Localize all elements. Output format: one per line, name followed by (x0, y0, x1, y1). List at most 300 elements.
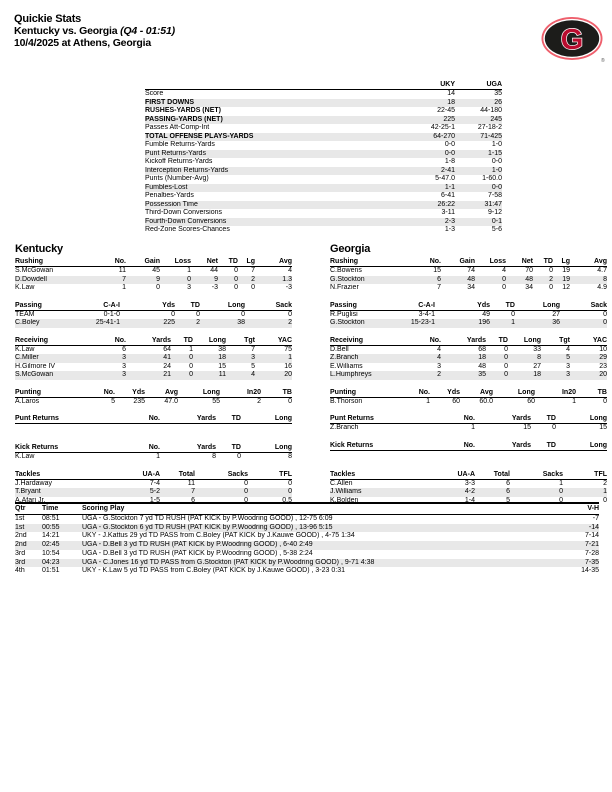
cell: 0 (603, 319, 607, 326)
cell: 1-8 (444, 158, 455, 165)
column-header: Tackles (330, 470, 425, 480)
column-header: No. (110, 414, 160, 424)
cell: L.Humphreys (330, 371, 372, 378)
column-header: TD (218, 257, 238, 267)
cell: 9 (214, 275, 218, 283)
column-header: Long (178, 388, 220, 398)
column-header: Yards (475, 414, 531, 424)
cell: 2-41 (440, 166, 455, 174)
georgia-rushing-table (330, 257, 607, 293)
table-row (145, 99, 502, 108)
cell: Score (145, 90, 164, 97)
cell: 0 (234, 275, 238, 283)
cell: Fumble Returns-Yards (145, 141, 215, 148)
cell: E.Williams (330, 362, 363, 370)
column-header: Time (42, 503, 82, 515)
cell: 7-21 (584, 541, 599, 549)
cell: 3 (251, 354, 255, 361)
column-header: Avg (255, 257, 292, 267)
cell: 7 (437, 284, 441, 291)
cell: 31:47 (484, 200, 502, 208)
cell: 60 (452, 397, 460, 405)
table-row (145, 175, 502, 184)
cell: 0-0 (491, 183, 502, 191)
cell: 7-35 (584, 558, 599, 566)
cell: J.Williams (330, 488, 362, 495)
column-header: TD (216, 414, 241, 424)
georgia-receiving-table (330, 336, 607, 380)
cell: 4.9 (597, 284, 607, 291)
table-row (145, 124, 502, 133)
column-header: No. (418, 257, 441, 267)
cell: Interception Returns-Yards (145, 166, 229, 174)
cell: 1 (189, 345, 193, 353)
cell: 7-4 (149, 479, 160, 487)
cell: 38 (218, 345, 226, 353)
cell: 74 (467, 267, 475, 274)
cell: 4-2 (464, 488, 475, 495)
georgia-heading: Georgia (330, 243, 371, 255)
cell: 3 (566, 362, 570, 370)
cell: 48 (467, 275, 475, 283)
table-header-row (15, 503, 599, 515)
page-title: Quickie Stats (14, 13, 82, 25)
table-row (15, 397, 292, 406)
cell: 26 (494, 98, 502, 106)
column-header: Total (475, 470, 510, 480)
cell: 5-6 (491, 226, 502, 233)
cell: 20 (284, 371, 292, 378)
cell: 11 (218, 371, 226, 378)
column-header: Passing (330, 301, 385, 311)
cell: UGA - D.Bell 3 yd TD RUSH (PAT KICK by P.Woodring GOOD) , 6-40 2:49 (82, 541, 313, 549)
georgia-passing-table (330, 301, 607, 328)
column-header: YAC (255, 336, 292, 346)
cell: 245 (490, 115, 502, 123)
column-header: Tgt (541, 336, 570, 346)
cell: 3-3 (464, 479, 475, 487)
table-row (330, 371, 607, 380)
cell: 3rd (15, 549, 26, 557)
cell: 1-0 (491, 141, 502, 148)
column-header: In20 (535, 388, 576, 398)
column-header: Yds (430, 388, 460, 398)
cell: 5 (566, 354, 570, 361)
cell: 6 (122, 345, 126, 353)
kentucky-punt-returns-table (15, 414, 292, 424)
cell: 225 (163, 319, 175, 326)
column-header: Avg (460, 388, 493, 398)
cell: 1 (511, 319, 515, 326)
cell: 02:45 (42, 541, 60, 549)
cell: UKY - K.Law 5 yd TD PASS from C.Boley (PAT KICK by J.Kauwe GOOD) , 3-23 0:31 (82, 567, 345, 575)
cell: 1-60.0 (482, 175, 502, 182)
cell: 0.5 (282, 496, 292, 504)
column-header: Long (200, 301, 245, 311)
table-row (145, 192, 502, 201)
cell: 0 (189, 354, 193, 361)
cell: C.Allen (330, 479, 353, 487)
cell: 34 (525, 284, 533, 291)
cell: 0 (511, 310, 515, 318)
cell: 0 (187, 275, 191, 283)
table-header-row (15, 388, 292, 398)
column-header: TFL (563, 470, 607, 480)
cell: 1 (603, 488, 607, 495)
cell: 11 (118, 267, 126, 274)
column-header: Long (493, 388, 535, 398)
cell: 0 (288, 479, 292, 487)
column-header: Long (241, 443, 292, 453)
cell: 34 (467, 284, 475, 291)
cell: 7-28 (584, 549, 599, 557)
cell: 0 (288, 488, 292, 495)
column-header: Gain (126, 257, 160, 267)
cell: 7 (122, 275, 126, 283)
column-header: C-A-I (70, 301, 120, 311)
kentucky-heading: Kentucky (15, 243, 63, 255)
cell: 14 (447, 90, 455, 97)
cell: 2 (288, 319, 292, 326)
table-row (145, 150, 502, 159)
cell: Penalties-Yards (145, 192, 194, 199)
cell: 0 (288, 397, 292, 405)
column-header: TB (261, 388, 292, 398)
cell: G.Stockton (330, 275, 365, 283)
table-row (330, 363, 607, 372)
cell: 2 (251, 275, 255, 283)
table-row (15, 354, 292, 363)
cell: 0 (504, 345, 508, 353)
column-header: Yds (435, 301, 490, 311)
cell: Fourth-Down Conversions (145, 217, 227, 225)
cell: Z.Branch (330, 424, 359, 431)
column-header: Receiving (15, 336, 85, 346)
table-row (330, 345, 607, 354)
column-header: UGA (455, 80, 502, 90)
team-columns (15, 243, 609, 513)
column-header: Receiving (330, 336, 400, 346)
cell: 11 (187, 479, 195, 487)
cell: 7-58 (487, 192, 502, 199)
cell: 0-0 (491, 158, 502, 165)
cell: 26:22 (437, 200, 455, 208)
column-header: Net (506, 257, 533, 267)
cell: 15-23-1 (410, 319, 435, 326)
matchup-text: Kentucky vs. Georgia (14, 25, 121, 37)
cell: 2 (437, 371, 441, 378)
table-row (145, 218, 502, 227)
cell: 4 (251, 371, 255, 378)
cell: 33 (533, 345, 541, 353)
matchup-line (14, 25, 175, 37)
table-row (330, 267, 607, 276)
cell: 10:54 (42, 549, 60, 557)
cell: 0-0 (444, 141, 455, 148)
cell: 01:51 (42, 567, 60, 575)
table-header-row (15, 336, 292, 346)
cell: N.Frazier (330, 284, 359, 291)
column-header: No. (425, 414, 475, 424)
cell: 7-14 (584, 532, 599, 540)
cell: 3 (437, 362, 441, 370)
cell: 8 (603, 275, 607, 283)
table-row (145, 226, 502, 235)
table-row (145, 167, 502, 176)
table-row (145, 116, 502, 125)
cell: 0 (196, 310, 200, 318)
cell: 15 (218, 362, 226, 370)
cell: UGA - C.Jones 16 yd TD PASS from G.Stockton (PAT KICK by P.Woodring GOOD) , 9-71 4:38 (82, 558, 375, 566)
column-header: TD (531, 441, 556, 451)
cell: 16 (284, 362, 292, 370)
cell: 9-12 (487, 209, 502, 216)
cell: 6 (191, 496, 195, 504)
table-row (15, 541, 599, 550)
cell: 235 (133, 397, 145, 405)
cell: 75 (284, 345, 292, 353)
georgia-logo-icon (541, 16, 605, 64)
cell: RUSHES-YARDS (NET) (145, 107, 221, 114)
column-header: TD (490, 301, 515, 311)
cell: 14-35 (581, 567, 599, 575)
table-row (15, 479, 292, 488)
cell: 0 (603, 496, 607, 504)
team-stats-table (145, 80, 502, 235)
cell: 22-45 (437, 107, 455, 114)
cell: 9 (156, 275, 160, 283)
cell: 27 (533, 362, 541, 370)
cell: 44 (210, 267, 218, 274)
cell: 1-15 (487, 149, 502, 157)
cell: 8 (537, 354, 541, 361)
cell: 5 (111, 397, 115, 405)
table-row (15, 532, 599, 541)
cell: 1-1 (444, 183, 455, 191)
cell: 1st (15, 523, 25, 531)
cell: 1st (15, 515, 25, 522)
cell: 0 (504, 362, 508, 370)
cell: 18 (447, 98, 455, 106)
cell: 3 (122, 371, 126, 378)
table-header-row (15, 301, 292, 311)
table-header-row (330, 336, 607, 346)
logo-g-letter: G (560, 24, 584, 56)
cell: -14 (588, 523, 599, 531)
cell: 4th (15, 567, 25, 575)
cell: 5-2 (149, 488, 160, 495)
cell: 0 (241, 310, 245, 318)
cell: 0-1-0 (103, 310, 120, 318)
cell: 0 (251, 284, 255, 291)
cell: 24 (163, 362, 171, 370)
cell: 08:51 (42, 515, 60, 522)
cell: Fumbles-Lost (145, 183, 188, 191)
cell: 4 (288, 267, 292, 274)
cell: 29 (599, 354, 607, 361)
cell: 0 (552, 424, 556, 431)
cell: Red-Zone Scores-Chances (145, 226, 230, 233)
cell: 10 (599, 345, 607, 353)
column-header: Tackles (15, 470, 110, 480)
cell: UGA - D.Bell 3 yd TD RUSH (PAT KICK by P.Woodring GOOD) , 5-38 2:24 (82, 549, 313, 557)
cell: Punts (Number-Avg) (145, 175, 209, 182)
cell: 1 (559, 479, 563, 487)
cell: 35 (494, 90, 502, 97)
cell: 3 (122, 354, 126, 361)
cell: 15 (433, 267, 441, 274)
cell: 2-3 (444, 217, 455, 225)
column-header: Lg (553, 257, 570, 267)
cell: 4 (502, 267, 506, 274)
cell: R.Puglisi (330, 310, 358, 318)
column-header: Tgt (226, 336, 255, 346)
cell: 25-41-1 (95, 319, 120, 326)
table-row (145, 209, 502, 218)
column-header: Long (508, 336, 541, 346)
cell: S.McGowan (15, 267, 54, 274)
cell: 1 (572, 397, 576, 405)
georgia-column (330, 243, 607, 513)
cell: 2 (257, 397, 261, 405)
column-header: Scoring Play (82, 503, 537, 515)
cell: 2 (603, 479, 607, 487)
report-header (14, 13, 175, 49)
georgia-punting-table (330, 388, 607, 407)
cell: 47.0 (164, 397, 178, 405)
column-header: TD (531, 414, 556, 424)
cell: UGA - G.Stockton 6 yd TD RUSH (PAT KICK by P.Woodring GOOD) , 13-96 5:15 (82, 523, 333, 531)
cell: 71-425 (480, 132, 502, 140)
column-header: Yds (115, 388, 145, 398)
cell: J.Hardaway (15, 479, 52, 487)
cell: 0 (156, 284, 160, 291)
table-header-row (330, 301, 607, 311)
cell: 2nd (15, 541, 27, 549)
table-row (15, 453, 292, 462)
georgia-tackles-table (330, 470, 607, 506)
cell: 8 (212, 453, 216, 460)
column-header: UA-A (110, 470, 160, 480)
cell: 0 (244, 496, 248, 504)
table-row (15, 524, 599, 533)
cell: 0 (504, 371, 508, 378)
column-header: Long (556, 414, 607, 424)
cell: 0 (189, 371, 193, 378)
column-header: Yards (126, 336, 171, 346)
column-header: Long (515, 301, 560, 311)
cell: 0 (244, 488, 248, 495)
column-header: Yards (441, 336, 486, 346)
column-header: Loss (160, 257, 191, 267)
table-header-row (330, 441, 607, 451)
cell: C.Bowens (330, 267, 362, 274)
cell: 04:23 (42, 558, 60, 566)
cell: 2 (549, 275, 553, 283)
cell: 48 (478, 362, 486, 370)
cell: 1-3 (444, 226, 455, 233)
column-header: No. (385, 388, 430, 398)
cell: 3-11 (441, 209, 455, 216)
column-header: No. (425, 441, 475, 451)
cell: -3 (285, 284, 292, 291)
column-header: Sacks (195, 470, 248, 480)
table-row (330, 276, 607, 285)
column-header: Sack (245, 301, 292, 311)
column-header: Yards (475, 441, 531, 451)
column-header: Yds (120, 301, 175, 311)
table-row (145, 133, 502, 142)
cell: 5 (506, 496, 510, 504)
cell: 55 (212, 397, 220, 405)
cell: 3rd (15, 558, 26, 566)
cell: UKY - J.Kattus 29 yd TD PASS from C.Boley (PAT KICK by J.Kauwe GOOD) , 4-75 1:34 (82, 532, 355, 540)
cell: Z.Branch (330, 354, 359, 361)
cell: 6 (506, 479, 510, 487)
column-header: TD (216, 443, 241, 453)
column-header: Punt Returns (15, 414, 110, 424)
column-header: Net (191, 257, 218, 267)
column-header: Avg (570, 257, 607, 267)
cell: Passes Att-Comp-Int (145, 124, 210, 131)
cell: 18 (533, 371, 541, 378)
cell: 0 (171, 310, 175, 318)
column-header: Gain (441, 257, 475, 267)
cell: 4.7 (597, 267, 607, 274)
column-header: TB (576, 388, 607, 398)
column-header: Long (241, 414, 292, 424)
kentucky-receiving-table (15, 336, 292, 380)
column-header: TD (486, 336, 508, 346)
georgia-kick-returns-table (330, 441, 607, 451)
cell: 4 (437, 354, 441, 361)
table-row (15, 267, 292, 276)
table-row (15, 550, 599, 559)
column-header: C-A-I (385, 301, 435, 311)
cell: 36 (552, 319, 560, 326)
table-row (330, 310, 607, 319)
cell: Third-Down Conversions (145, 209, 223, 216)
column-header: Passing (15, 301, 70, 311)
cell: 14:21 (42, 532, 60, 540)
table-row (145, 201, 502, 210)
table-row (15, 310, 292, 319)
cell: 0 (189, 362, 193, 370)
cell: 49 (482, 310, 490, 318)
column-header: Sack (560, 301, 607, 311)
cell: 68 (478, 345, 486, 353)
column-header: TD (533, 257, 553, 267)
cell: 27 (552, 310, 560, 318)
cell: 1-5 (149, 496, 160, 504)
cell: 00:55 (42, 523, 60, 531)
cell: K.Law (15, 284, 35, 291)
column-header: Yards (160, 443, 216, 453)
cell: K.Law (15, 345, 35, 353)
cell: 8 (288, 453, 292, 460)
cell: 18 (218, 354, 226, 361)
table-row (15, 488, 292, 497)
table-header-row (330, 470, 607, 480)
cell: K.Law (15, 453, 35, 460)
cell: Kickoff Returns-Yards (145, 158, 213, 165)
column-header: Long (193, 336, 226, 346)
cell: 4 (566, 345, 570, 353)
registered-mark: ® (601, 58, 605, 64)
cell: 19 (562, 267, 570, 274)
cell: 60.0 (479, 397, 493, 405)
cell: 0 (288, 310, 292, 318)
